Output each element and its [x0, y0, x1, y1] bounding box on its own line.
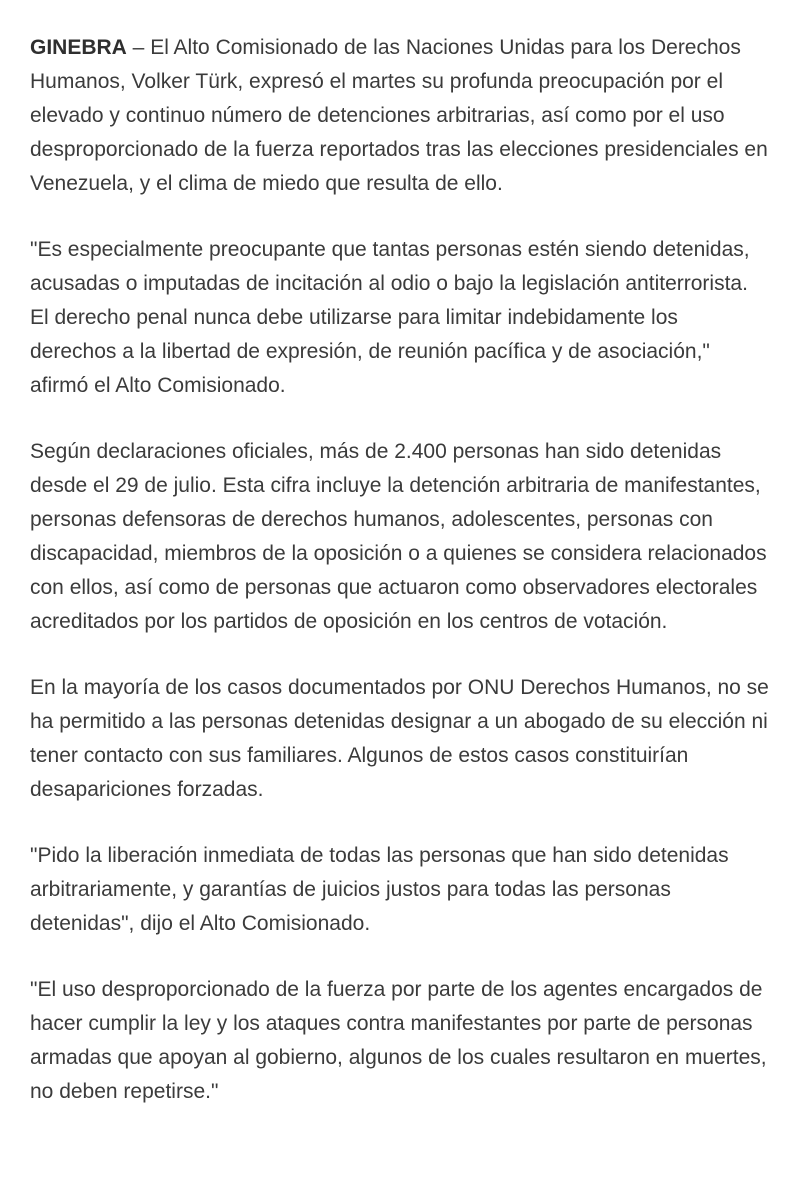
dateline-separator: –: [126, 36, 151, 59]
paragraph-5: "Pido la liberación inmediata de todas las personas que han sido detenidas arbitrariamente, y garantías de juicios justos para todas las personas detenidas", dijo el Alto Comisionado.: [30, 844, 729, 935]
paragraph-1: [30, 31, 770, 201]
dateline: GINEBRA: [30, 36, 127, 59]
paragraph-3: Según declaraciones oficiales, más de 2.400 personas han sido detenidas desde el 29 de julio. Esta cifra incluye la detención arbitraria de manifestantes, personas defensoras de derechos humanos, adolescentes, personas con discapacidad, miembros de la oposición o a quienes se considera relacionados con ellos, así como de personas que actuaron como observadores electorales acreditados por los partidos de oposición en los centros de votación.: [30, 440, 767, 633]
paragraph-4: En la mayoría de los casos documentados por ONU Derechos Humanos, no se ha permitido a las personas detenidas designar a un abogado de su elección ni tener contacto con sus familiares. Algunos de estos casos constituirían desapariciones forzadas.: [30, 676, 769, 801]
paragraph-1-text: El Alto Comisionado de las Naciones Unidas para los Derechos Humanos, Volker Türk, expresó el martes su profunda preocupación por el elevado y continuo número de detenciones arbitrarias, así como por el uso desproporcionado de la fuerza reportados tras las elecciones presidenciales en Venezuela, y el clima de miedo que resulta de ello.: [30, 36, 768, 195]
paragraph-2: "Es especialmente preocupante que tantas personas estén siendo detenidas, acusadas o imputadas de incitación al odio o bajo la legislación antiterrorista. El derecho penal nunca debe utilizarse para limitar indebidamente los derechos a la libertad de expresión, de reunión pacífica y de asociación," afirmó el Alto Comisionado.: [30, 238, 750, 397]
paragraph-6: "El uso desproporcionado de la fuerza por parte de los agentes encargados de hacer cumplir la ley y los ataques contra manifestantes por parte de personas armadas que apoyan al gobierno, algunos de los cuales resultaron en muertes, no deben repetirse.": [30, 978, 767, 1103]
